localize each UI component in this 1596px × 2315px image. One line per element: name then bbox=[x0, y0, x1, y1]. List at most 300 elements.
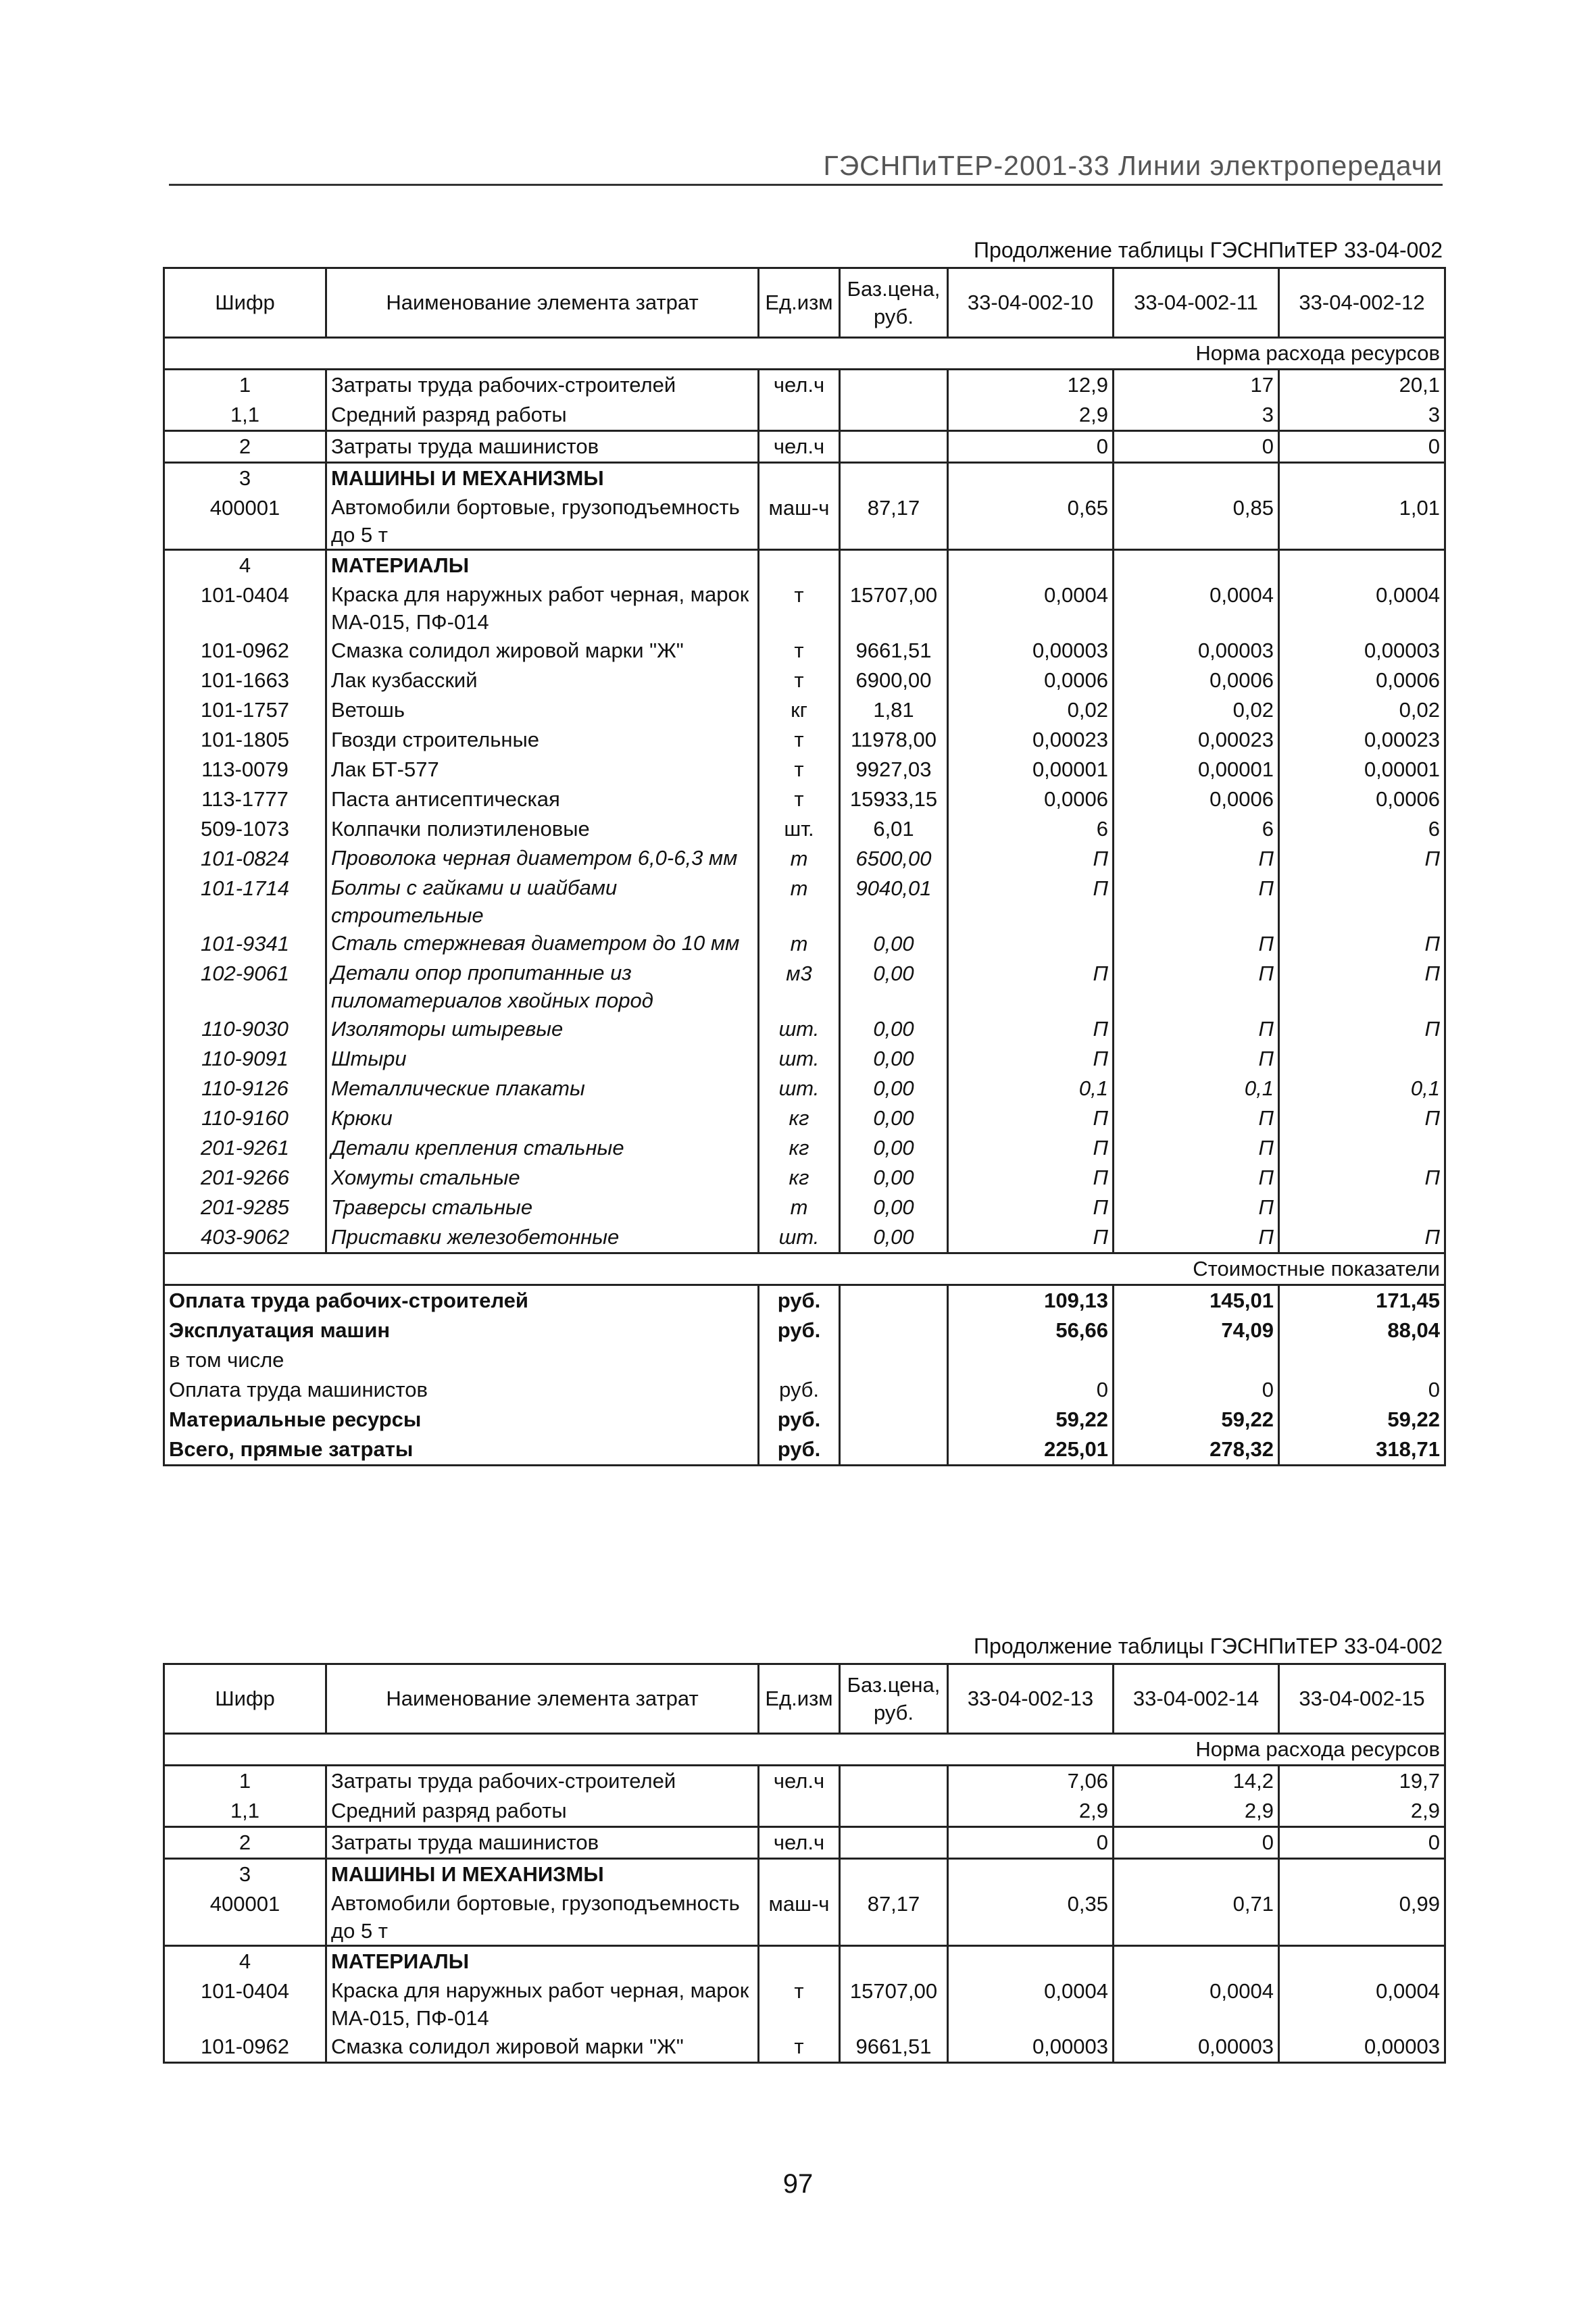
cell-norm-1: 2,9 bbox=[948, 1796, 1114, 1827]
cost-row bbox=[164, 1435, 1445, 1466]
cell-norm-1: 12,9 bbox=[948, 370, 1114, 401]
cost-name: Всего, прямые затраты bbox=[164, 1435, 759, 1466]
norms-table-2 bbox=[163, 1663, 1446, 2064]
cell-norm-3: 2,9 bbox=[1279, 1796, 1445, 1827]
cell-price bbox=[840, 1827, 948, 1859]
cell-norm-2: 0,02 bbox=[1114, 695, 1279, 725]
cell-norm-2: П bbox=[1114, 1193, 1279, 1222]
cell-code: 2 bbox=[164, 431, 326, 463]
cell-norm-1: 0 bbox=[948, 1827, 1114, 1859]
cell-norm-3: 1,01 bbox=[1279, 493, 1445, 550]
cost-unit: руб. bbox=[759, 1316, 840, 1345]
cost-row bbox=[164, 1345, 1445, 1375]
cost-value-1: 109,13 bbox=[948, 1285, 1114, 1316]
cell-norm-2: 0,0004 bbox=[1114, 1976, 1279, 2032]
cell-unit: шт. bbox=[759, 1074, 840, 1103]
cell-norm-3: П bbox=[1279, 1222, 1445, 1253]
cell-norm-3: 6 bbox=[1279, 814, 1445, 844]
cell-code: 4 bbox=[164, 1946, 326, 1977]
cell-name: Паста антисептическая bbox=[326, 785, 759, 814]
cell-name: Колпачки полиэтиленовые bbox=[326, 814, 759, 844]
cell-norm-1: 0,00003 bbox=[948, 636, 1114, 666]
cost-label-row bbox=[164, 1253, 1445, 1285]
cell-norm-1: П bbox=[948, 1222, 1114, 1253]
cell-norm-2: П bbox=[1114, 1044, 1279, 1074]
cell-name: Затраты труда машинистов bbox=[326, 1827, 759, 1859]
cell-unit: м3 bbox=[759, 959, 840, 1014]
cell-norm-3: 0,0006 bbox=[1279, 785, 1445, 814]
cell-norm-3: 19,7 bbox=[1279, 1766, 1445, 1797]
cell-norm-1: 0,02 bbox=[948, 695, 1114, 725]
cell-norm-3: 0,00003 bbox=[1279, 2032, 1445, 2063]
cell-unit: чел.ч bbox=[759, 1766, 840, 1797]
cell-price: 0,00 bbox=[840, 1133, 948, 1163]
cell-name: Краска для наружных работ черная, марок МА-015, ПФ-014 bbox=[326, 580, 759, 636]
cell-price: 6900,00 bbox=[840, 666, 948, 695]
cell-name: Ветошь bbox=[326, 695, 759, 725]
cell-norm-1: 0,0006 bbox=[948, 666, 1114, 695]
cell-norm-2: 0,85 bbox=[1114, 493, 1279, 550]
cell-norm-2: П bbox=[1114, 959, 1279, 1014]
cell-unit: кг bbox=[759, 1163, 840, 1193]
cell-unit: т bbox=[759, 844, 840, 874]
cell-code: 101-0962 bbox=[164, 636, 326, 666]
cost-name: Оплата труда машинистов bbox=[164, 1375, 759, 1405]
cell-norm-2: 0,71 bbox=[1114, 1889, 1279, 1946]
cost-value-2: 145,01 bbox=[1114, 1285, 1279, 1316]
cell-name: МАТЕРИАЛЫ bbox=[326, 1946, 759, 1977]
cell-unit: маш-ч bbox=[759, 493, 840, 550]
cell-unit: шт. bbox=[759, 1222, 840, 1253]
cell-name: МАТЕРИАЛЫ bbox=[326, 550, 759, 581]
cost-value-3: 88,04 bbox=[1279, 1316, 1445, 1345]
cost-unit: руб. bbox=[759, 1285, 840, 1316]
cell-name: Хомуты стальные bbox=[326, 1163, 759, 1193]
cell-norm-1 bbox=[948, 550, 1114, 581]
cell-code: 113-1777 bbox=[164, 785, 326, 814]
cell-norm-3: 0,0004 bbox=[1279, 580, 1445, 636]
cell-norm-2: 0,0004 bbox=[1114, 580, 1279, 636]
cell-unit: т bbox=[759, 580, 840, 636]
cell-code: 201-9285 bbox=[164, 1193, 326, 1222]
cell-code: 201-9261 bbox=[164, 1133, 326, 1163]
cell-name: Проволока черная диаметром 6,0-6,3 мм bbox=[326, 844, 759, 874]
cell-norm-1: 0,35 bbox=[948, 1889, 1114, 1946]
cell-price bbox=[840, 1796, 948, 1827]
cell-unit: чел.ч bbox=[759, 370, 840, 401]
cell-norm-2: 0,00003 bbox=[1114, 636, 1279, 666]
cell-name: Затраты труда рабочих-строителей bbox=[326, 370, 759, 401]
cell-norm-2: 0,00023 bbox=[1114, 725, 1279, 755]
cell-code: 102-9061 bbox=[164, 959, 326, 1014]
table2-continuation-caption: Продолжение таблицы ГЭСНПиТЕР 33-04-002 bbox=[974, 1634, 1443, 1658]
cell-name: Средний разряд работы bbox=[326, 400, 759, 431]
cell-price: 0,00 bbox=[840, 959, 948, 1014]
cell-name: Штыри bbox=[326, 1044, 759, 1074]
cell-price: 87,17 bbox=[840, 493, 948, 550]
cell-price: 0,00 bbox=[840, 1103, 948, 1133]
cell-norm-3 bbox=[1279, 874, 1445, 929]
cell-price bbox=[840, 1859, 948, 1890]
cost-value-2 bbox=[1114, 1345, 1279, 1375]
cell-price bbox=[840, 1766, 948, 1797]
table1-norm-label-row bbox=[164, 338, 1445, 370]
cell-norm-2: П bbox=[1114, 929, 1279, 959]
cell-unit: шт. bbox=[759, 814, 840, 844]
cell-norm-3: П bbox=[1279, 959, 1445, 1014]
cell-code: 110-9091 bbox=[164, 1044, 326, 1074]
cell-norm-2: 0,0006 bbox=[1114, 666, 1279, 695]
table-row bbox=[164, 400, 1445, 431]
norms-table-1 bbox=[163, 267, 1446, 1466]
cell-price bbox=[840, 1946, 948, 1977]
table1-continuation-caption: Продолжение таблицы ГЭСНПиТЕР 33-04-002 bbox=[974, 238, 1443, 262]
cell-unit: шт. bbox=[759, 1014, 840, 1044]
cell-norm-1: 0,0004 bbox=[948, 1976, 1114, 2032]
cell-name: Средний разряд работы bbox=[326, 1796, 759, 1827]
cell-price bbox=[840, 550, 948, 581]
cell-unit: кг bbox=[759, 1133, 840, 1163]
table-row bbox=[164, 1133, 1445, 1163]
table2-body bbox=[164, 1664, 1445, 2063]
cell-norm-1: 0,1 bbox=[948, 1074, 1114, 1103]
col-header-price: Баз.цена, руб. bbox=[840, 268, 948, 338]
cell-norm-3: 0,00001 bbox=[1279, 755, 1445, 785]
cell-norm-3 bbox=[1279, 550, 1445, 581]
cell-code: 201-9266 bbox=[164, 1163, 326, 1193]
col-header-code: Шифр bbox=[164, 1664, 326, 1734]
cell-unit bbox=[759, 1946, 840, 1977]
cell-price bbox=[840, 463, 948, 494]
cell-norm-1: 0,00023 bbox=[948, 725, 1114, 755]
cell-norm-1: 7,06 bbox=[948, 1766, 1114, 1797]
cost-value-1: 56,66 bbox=[948, 1316, 1114, 1345]
cell-unit: т bbox=[759, 785, 840, 814]
col-header-price: Баз.цена, руб. bbox=[840, 1664, 948, 1734]
table-row bbox=[164, 1946, 1445, 1977]
table-row bbox=[164, 1103, 1445, 1133]
col-header-norm-1: 33-04-002-13 bbox=[948, 1664, 1114, 1734]
cell-unit: т bbox=[759, 874, 840, 929]
cell-norm-1: П bbox=[948, 1193, 1114, 1222]
cell-norm-2: 0,1 bbox=[1114, 1074, 1279, 1103]
cell-norm-2 bbox=[1114, 550, 1279, 581]
cell-norm-1 bbox=[948, 929, 1114, 959]
cell-norm-2: 0 bbox=[1114, 1827, 1279, 1859]
cost-value-3: 59,22 bbox=[1279, 1405, 1445, 1435]
cost-value-1 bbox=[948, 1345, 1114, 1375]
cell-name: Крюки bbox=[326, 1103, 759, 1133]
cell-unit: т bbox=[759, 666, 840, 695]
cell-name: Гвозди строительные bbox=[326, 725, 759, 755]
cost-value-1: 225,01 bbox=[948, 1435, 1114, 1466]
cell-norm-3: 0,0006 bbox=[1279, 666, 1445, 695]
table-row bbox=[164, 1766, 1445, 1797]
cell-price bbox=[840, 431, 948, 463]
cost-row bbox=[164, 1316, 1445, 1345]
cell-norm-3: 0 bbox=[1279, 431, 1445, 463]
cell-code: 110-9030 bbox=[164, 1014, 326, 1044]
cost-value-2: 0 bbox=[1114, 1375, 1279, 1405]
table-row bbox=[164, 814, 1445, 844]
cell-code: 400001 bbox=[164, 493, 326, 550]
cell-code: 113-0079 bbox=[164, 755, 326, 785]
cost-price bbox=[840, 1345, 948, 1375]
cell-unit bbox=[759, 1859, 840, 1890]
cost-unit: руб. bbox=[759, 1435, 840, 1466]
col-header-norm-1: 33-04-002-10 bbox=[948, 268, 1114, 338]
cell-norm-3: 0,99 bbox=[1279, 1889, 1445, 1946]
cell-norm-1 bbox=[948, 463, 1114, 494]
cell-code: 2 bbox=[164, 1827, 326, 1859]
cell-price: 0,00 bbox=[840, 1163, 948, 1193]
cell-norm-1: 0,00003 bbox=[948, 2032, 1114, 2063]
cell-code: 110-9126 bbox=[164, 1074, 326, 1103]
table-row bbox=[164, 1976, 1445, 2032]
cell-name: Затраты труда машинистов bbox=[326, 431, 759, 463]
table-row bbox=[164, 2032, 1445, 2063]
table-row bbox=[164, 550, 1445, 581]
col-header-unit: Ед.изм bbox=[759, 1664, 840, 1734]
cost-name: в том числе bbox=[164, 1345, 759, 1375]
table-row bbox=[164, 1044, 1445, 1074]
col-header-norm-3: 33-04-002-15 bbox=[1279, 1664, 1445, 1734]
cell-name: Лак кузбасский bbox=[326, 666, 759, 695]
cost-unit: руб. bbox=[759, 1375, 840, 1405]
cell-norm-3 bbox=[1279, 1946, 1445, 1977]
table-row bbox=[164, 1889, 1445, 1946]
cell-name: Металлические плакаты bbox=[326, 1074, 759, 1103]
cell-norm-1: П bbox=[948, 1014, 1114, 1044]
cell-name: МАШИНЫ И МЕХАНИЗМЫ bbox=[326, 1859, 759, 1890]
cell-name: Затраты труда рабочих-строителей bbox=[326, 1766, 759, 1797]
cell-code: 1 bbox=[164, 370, 326, 401]
cell-unit: т bbox=[759, 1193, 840, 1222]
cost-unit: руб. bbox=[759, 1405, 840, 1435]
cell-norm-2: П bbox=[1114, 874, 1279, 929]
cell-norm-1: П bbox=[948, 1044, 1114, 1074]
cell-norm-2: 6 bbox=[1114, 814, 1279, 844]
cell-code: 403-9062 bbox=[164, 1222, 326, 1253]
cell-price: 0,00 bbox=[840, 1074, 948, 1103]
table-row bbox=[164, 1827, 1445, 1859]
table-row bbox=[164, 959, 1445, 1014]
cell-norm-1: П bbox=[948, 874, 1114, 929]
table-row bbox=[164, 1074, 1445, 1103]
cost-value-3 bbox=[1279, 1345, 1445, 1375]
cell-price: 6,01 bbox=[840, 814, 948, 844]
cell-norm-1: 0,0006 bbox=[948, 785, 1114, 814]
cell-code: 400001 bbox=[164, 1889, 326, 1946]
table-row bbox=[164, 1014, 1445, 1044]
cell-price bbox=[840, 400, 948, 431]
cell-name: Автомобили бортовые, грузоподъемность до 5 т bbox=[326, 1889, 759, 1946]
cell-price: 1,81 bbox=[840, 695, 948, 725]
cell-norm-3: П bbox=[1279, 1014, 1445, 1044]
cell-price: 0,00 bbox=[840, 1222, 948, 1253]
cell-norm-2: 0,0006 bbox=[1114, 785, 1279, 814]
table-row bbox=[164, 785, 1445, 814]
cell-name: МАШИНЫ И МЕХАНИЗМЫ bbox=[326, 463, 759, 494]
cell-norm-3 bbox=[1279, 1859, 1445, 1890]
cost-price bbox=[840, 1435, 948, 1466]
table-row bbox=[164, 1796, 1445, 1827]
cell-norm-3: 0 bbox=[1279, 1827, 1445, 1859]
cell-norm-1: 0 bbox=[948, 431, 1114, 463]
cell-unit: чел.ч bbox=[759, 1827, 840, 1859]
cell-name: Автомобили бортовые, грузоподъемность до 5 т bbox=[326, 493, 759, 550]
cell-price: 0,00 bbox=[840, 929, 948, 959]
cell-norm-2: 14,2 bbox=[1114, 1766, 1279, 1797]
cell-norm-3: 20,1 bbox=[1279, 370, 1445, 401]
cost-value-2: 74,09 bbox=[1114, 1316, 1279, 1345]
cell-norm-2 bbox=[1114, 1946, 1279, 1977]
table-row bbox=[164, 580, 1445, 636]
cost-row bbox=[164, 1375, 1445, 1405]
cell-unit: т bbox=[759, 1976, 840, 2032]
cell-unit: т bbox=[759, 755, 840, 785]
col-header-name: Наименование элемента затрат bbox=[326, 1664, 759, 1734]
cell-price: 9040,01 bbox=[840, 874, 948, 929]
table-row bbox=[164, 1222, 1445, 1253]
cost-value-1: 59,22 bbox=[948, 1405, 1114, 1435]
col-header-norm-2: 33-04-002-14 bbox=[1114, 1664, 1279, 1734]
cell-norm-3: П bbox=[1279, 1103, 1445, 1133]
table1-body bbox=[164, 268, 1445, 1466]
cell-code: 3 bbox=[164, 1859, 326, 1890]
cell-norm-2: 17 bbox=[1114, 370, 1279, 401]
cell-norm-2: П bbox=[1114, 844, 1279, 874]
cell-norm-2: 0,00003 bbox=[1114, 2032, 1279, 2063]
cell-price: 9661,51 bbox=[840, 636, 948, 666]
cell-norm-3: 0,0004 bbox=[1279, 1976, 1445, 2032]
cell-unit bbox=[759, 400, 840, 431]
cost-label: Стоимостные показатели bbox=[164, 1253, 1445, 1285]
cell-norm-1: 2,9 bbox=[948, 400, 1114, 431]
cell-norm-2 bbox=[1114, 463, 1279, 494]
cell-norm-1: 6 bbox=[948, 814, 1114, 844]
cell-norm-3: 0,00023 bbox=[1279, 725, 1445, 755]
cell-norm-3: П bbox=[1279, 1163, 1445, 1193]
cell-norm-3: П bbox=[1279, 929, 1445, 959]
cell-price: 11978,00 bbox=[840, 725, 948, 755]
table-row bbox=[164, 874, 1445, 929]
cell-unit: т bbox=[759, 636, 840, 666]
cell-name: Детали крепления стальные bbox=[326, 1133, 759, 1163]
cell-norm-1: 0,65 bbox=[948, 493, 1114, 550]
table-row bbox=[164, 666, 1445, 695]
col-header-norm-2: 33-04-002-11 bbox=[1114, 268, 1279, 338]
table2-norm-label-row bbox=[164, 1734, 1445, 1766]
table-row bbox=[164, 1859, 1445, 1890]
cost-value-2: 59,22 bbox=[1114, 1405, 1279, 1435]
cell-norm-1: П bbox=[948, 1163, 1114, 1193]
cell-norm-1: П bbox=[948, 1103, 1114, 1133]
cell-code: 3 bbox=[164, 463, 326, 494]
cell-code: 101-0962 bbox=[164, 2032, 326, 2063]
cell-price: 0,00 bbox=[840, 1193, 948, 1222]
cell-norm-3: 0,02 bbox=[1279, 695, 1445, 725]
table-row bbox=[164, 636, 1445, 666]
cell-norm-1 bbox=[948, 1946, 1114, 1977]
cell-unit: кг bbox=[759, 695, 840, 725]
cell-norm-2: П bbox=[1114, 1133, 1279, 1163]
cell-price: 9927,03 bbox=[840, 755, 948, 785]
cell-price: 9661,51 bbox=[840, 2032, 948, 2063]
cell-unit: маш-ч bbox=[759, 1889, 840, 1946]
cell-name: Детали опор пропитанные из пиломатериалов хвойных пород bbox=[326, 959, 759, 1014]
cell-name: Изоляторы штыревые bbox=[326, 1014, 759, 1044]
cell-price: 6500,00 bbox=[840, 844, 948, 874]
cell-code: 101-1714 bbox=[164, 874, 326, 929]
cost-value-2: 278,32 bbox=[1114, 1435, 1279, 1466]
col-header-name: Наименование элемента затрат bbox=[326, 268, 759, 338]
cell-code: 1,1 bbox=[164, 1796, 326, 1827]
cell-unit: т bbox=[759, 929, 840, 959]
cell-code: 101-0404 bbox=[164, 580, 326, 636]
cell-code: 101-1805 bbox=[164, 725, 326, 755]
cell-unit: кг bbox=[759, 1103, 840, 1133]
page-number: 97 bbox=[782, 2169, 814, 2199]
cell-unit: чел.ч bbox=[759, 431, 840, 463]
table2-header-row bbox=[164, 1664, 1445, 1734]
cell-price: 15707,00 bbox=[840, 580, 948, 636]
cell-norm-1: П bbox=[948, 959, 1114, 1014]
cell-norm-3: 0,00003 bbox=[1279, 636, 1445, 666]
table-row bbox=[164, 463, 1445, 494]
cell-norm-2: П bbox=[1114, 1163, 1279, 1193]
cell-norm-2: П bbox=[1114, 1103, 1279, 1133]
cell-name: Смазка солидол жировой марки "Ж" bbox=[326, 2032, 759, 2063]
cost-name: Эксплуатация машин bbox=[164, 1316, 759, 1345]
cell-code: 101-0824 bbox=[164, 844, 326, 874]
cell-code: 509-1073 bbox=[164, 814, 326, 844]
cell-code: 1 bbox=[164, 1766, 326, 1797]
cell-code: 101-1757 bbox=[164, 695, 326, 725]
cell-norm-1: 0,0004 bbox=[948, 580, 1114, 636]
cell-name: Смазка солидол жировой марки "Ж" bbox=[326, 636, 759, 666]
cell-price bbox=[840, 370, 948, 401]
cell-price: 0,00 bbox=[840, 1044, 948, 1074]
table-row bbox=[164, 431, 1445, 463]
cell-norm-3: 0,1 bbox=[1279, 1074, 1445, 1103]
cell-norm-3 bbox=[1279, 1133, 1445, 1163]
cost-value-3: 318,71 bbox=[1279, 1435, 1445, 1466]
norm-label: Норма расхода ресурсов bbox=[164, 338, 1445, 370]
cell-norm-2: 0,00001 bbox=[1114, 755, 1279, 785]
cell-name: Сталь стержневая диаметром до 10 мм bbox=[326, 929, 759, 959]
cell-code: 1,1 bbox=[164, 400, 326, 431]
col-header-norm-3: 33-04-002-12 bbox=[1279, 268, 1445, 338]
cost-value-3: 0 bbox=[1279, 1375, 1445, 1405]
table-row bbox=[164, 370, 1445, 401]
table-row bbox=[164, 755, 1445, 785]
cell-norm-3 bbox=[1279, 463, 1445, 494]
cell-name: Болты с гайками и шайбами строительные bbox=[326, 874, 759, 929]
cost-price bbox=[840, 1285, 948, 1316]
cell-code: 101-1663 bbox=[164, 666, 326, 695]
cell-code: 110-9160 bbox=[164, 1103, 326, 1133]
table-row bbox=[164, 844, 1445, 874]
cell-code: 4 bbox=[164, 550, 326, 581]
cell-norm-1 bbox=[948, 1859, 1114, 1890]
cost-name: Оплата труда рабочих-строителей bbox=[164, 1285, 759, 1316]
cell-norm-3 bbox=[1279, 1193, 1445, 1222]
cost-row bbox=[164, 1405, 1445, 1435]
cell-price: 15707,00 bbox=[840, 1976, 948, 2032]
cell-norm-2: 2,9 bbox=[1114, 1796, 1279, 1827]
cell-unit: шт. bbox=[759, 1044, 840, 1074]
